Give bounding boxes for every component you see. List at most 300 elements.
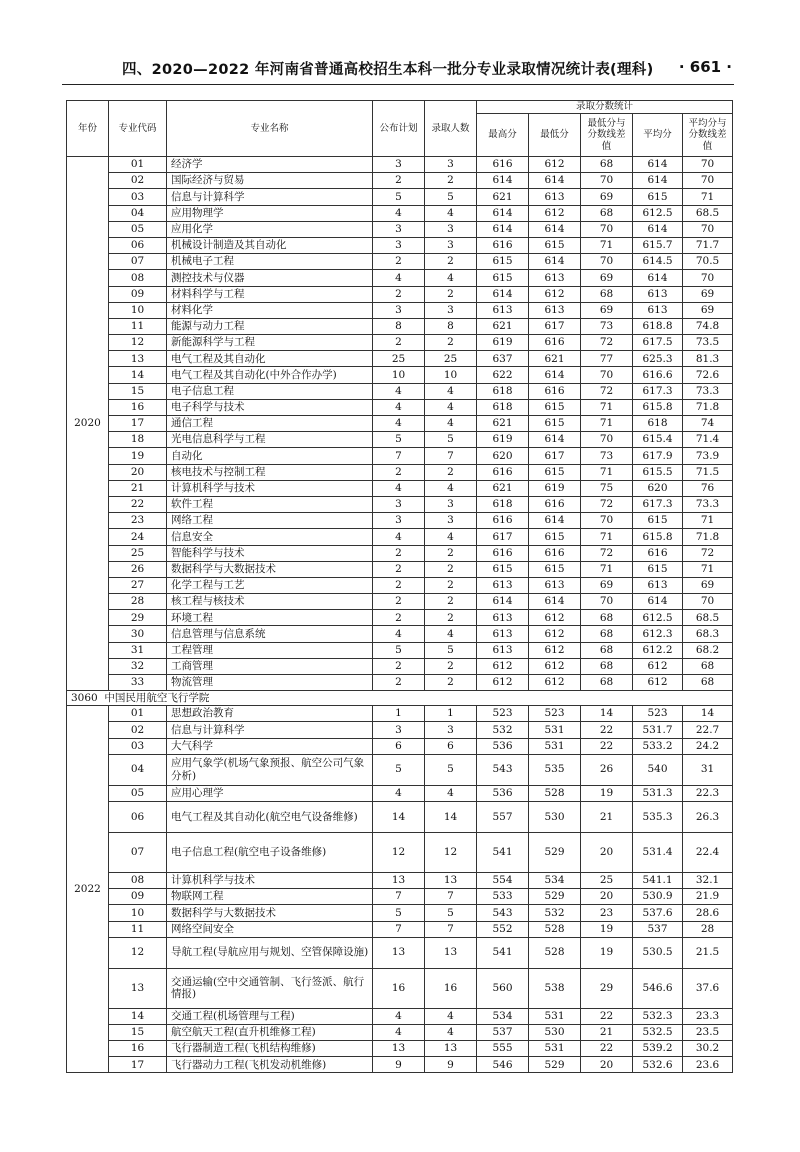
cell-avg: 612.5 bbox=[633, 610, 683, 626]
table-row bbox=[67, 1008, 733, 1024]
cell-plan: 13 bbox=[373, 1041, 425, 1057]
cell-plan: 3 bbox=[373, 722, 425, 738]
table-row bbox=[67, 513, 733, 529]
cell-min-diff: 72 bbox=[581, 496, 633, 512]
cell-avg: 530.5 bbox=[633, 937, 683, 968]
cell-avg-diff: 68.2 bbox=[683, 642, 733, 658]
cell-name: 计算机科学与技术 bbox=[167, 480, 373, 496]
cell-name: 应用气象学(机场气象预报、航空公司气象分析) bbox=[167, 754, 373, 785]
cell-avg-diff: 23.6 bbox=[683, 1057, 733, 1073]
cell-code: 29 bbox=[109, 610, 167, 626]
cell-admitted: 5 bbox=[425, 754, 477, 785]
table-row bbox=[67, 921, 733, 937]
cell-min-diff: 68 bbox=[581, 610, 633, 626]
cell-plan: 2 bbox=[373, 675, 425, 691]
cell-name: 网络工程 bbox=[167, 513, 373, 529]
cell-min-diff: 68 bbox=[581, 675, 633, 691]
cell-avg: 614 bbox=[633, 270, 683, 286]
cell-max: 557 bbox=[477, 801, 529, 832]
cell-admitted: 3 bbox=[425, 237, 477, 253]
cell-avg-diff: 24.2 bbox=[683, 738, 733, 754]
cell-admitted: 5 bbox=[425, 905, 477, 921]
cell-min: 534 bbox=[529, 872, 581, 888]
cell-max: 541 bbox=[477, 937, 529, 968]
cell-max: 621 bbox=[477, 416, 529, 432]
cell-plan: 5 bbox=[373, 432, 425, 448]
cell-plan: 2 bbox=[373, 610, 425, 626]
cell-avg: 531.3 bbox=[633, 785, 683, 801]
cell-min: 612 bbox=[529, 286, 581, 302]
cell-avg-diff: 69 bbox=[683, 577, 733, 593]
cell-min: 612 bbox=[529, 205, 581, 221]
cell-admitted: 16 bbox=[425, 968, 477, 1008]
cell-min-diff: 71 bbox=[581, 464, 633, 480]
cell-avg-diff: 22.7 bbox=[683, 722, 733, 738]
cell-min-diff: 22 bbox=[581, 1041, 633, 1057]
cell-min-diff: 77 bbox=[581, 351, 633, 367]
cell-code: 08 bbox=[109, 872, 167, 888]
cell-name: 物流管理 bbox=[167, 675, 373, 691]
cell-plan: 3 bbox=[373, 221, 425, 237]
cell-avg-diff: 70 bbox=[683, 173, 733, 189]
cell-max: 613 bbox=[477, 302, 529, 318]
cell-max: 618 bbox=[477, 399, 529, 415]
table-row bbox=[67, 270, 733, 286]
col-header-stats-group: 录取分数统计 bbox=[477, 101, 733, 114]
cell-min: 529 bbox=[529, 832, 581, 872]
cell-plan: 1 bbox=[373, 706, 425, 722]
cell-min-diff: 71 bbox=[581, 416, 633, 432]
cell-max: 536 bbox=[477, 738, 529, 754]
cell-avg-diff: 74 bbox=[683, 416, 733, 432]
cell-admitted: 12 bbox=[425, 832, 477, 872]
cell-avg: 531.4 bbox=[633, 832, 683, 872]
cell-min: 523 bbox=[529, 706, 581, 722]
cell-name: 化学工程与工艺 bbox=[167, 577, 373, 593]
cell-avg-diff: 73.5 bbox=[683, 335, 733, 351]
table-row bbox=[67, 561, 733, 577]
table-row bbox=[67, 432, 733, 448]
page-number: · 661 · bbox=[678, 58, 732, 76]
cell-min-diff: 19 bbox=[581, 921, 633, 937]
cell-avg: 620 bbox=[633, 480, 683, 496]
cell-min: 530 bbox=[529, 1024, 581, 1040]
cell-code: 05 bbox=[109, 785, 167, 801]
table-row bbox=[67, 351, 733, 367]
cell-name: 交通运输(空中交通管制、飞行签派、航行情报) bbox=[167, 968, 373, 1008]
table-row bbox=[67, 173, 733, 189]
cell-avg: 612 bbox=[633, 658, 683, 674]
cell-max: 620 bbox=[477, 448, 529, 464]
cell-min-diff: 68 bbox=[581, 642, 633, 658]
cell-name: 国际经济与贸易 bbox=[167, 173, 373, 189]
cell-min-diff: 69 bbox=[581, 577, 633, 593]
col-header-max: 最高分 bbox=[477, 114, 529, 157]
cell-min-diff: 70 bbox=[581, 594, 633, 610]
cell-code: 17 bbox=[109, 1057, 167, 1073]
cell-avg: 615.8 bbox=[633, 399, 683, 415]
cell-min: 531 bbox=[529, 1008, 581, 1024]
cell-plan: 6 bbox=[373, 738, 425, 754]
cell-name: 电子信息工程(航空电子设备维修) bbox=[167, 832, 373, 872]
cell-plan: 10 bbox=[373, 367, 425, 383]
cell-code: 32 bbox=[109, 658, 167, 674]
cell-max: 616 bbox=[477, 545, 529, 561]
cell-max: 621 bbox=[477, 318, 529, 334]
cell-avg-diff: 28 bbox=[683, 921, 733, 937]
cell-min-diff: 71 bbox=[581, 237, 633, 253]
cell-admitted: 3 bbox=[425, 302, 477, 318]
cell-name: 交通工程(机场管理与工程) bbox=[167, 1008, 373, 1024]
cell-admitted: 3 bbox=[425, 722, 477, 738]
cell-min-diff: 68 bbox=[581, 205, 633, 221]
table-row bbox=[67, 399, 733, 415]
cell-avg: 614 bbox=[633, 173, 683, 189]
cell-name: 导航工程(导航应用与规划、空管保障设施) bbox=[167, 937, 373, 968]
cell-name: 智能科学与技术 bbox=[167, 545, 373, 561]
cell-code: 13 bbox=[109, 351, 167, 367]
cell-code: 26 bbox=[109, 561, 167, 577]
col-header-admitted: 录取人数 bbox=[425, 101, 477, 157]
table-row bbox=[67, 937, 733, 968]
cell-name: 机械设计制造及其自动化 bbox=[167, 237, 373, 253]
cell-name: 应用心理学 bbox=[167, 785, 373, 801]
cell-avg-diff: 70 bbox=[683, 594, 733, 610]
cell-admitted: 2 bbox=[425, 658, 477, 674]
cell-plan: 14 bbox=[373, 801, 425, 832]
cell-min-diff: 70 bbox=[581, 173, 633, 189]
cell-admitted: 13 bbox=[425, 1041, 477, 1057]
year-cell: 2022 bbox=[67, 706, 109, 1073]
cell-code: 09 bbox=[109, 889, 167, 905]
cell-min: 617 bbox=[529, 448, 581, 464]
cell-min: 616 bbox=[529, 545, 581, 561]
cell-avg: 617.3 bbox=[633, 496, 683, 512]
cell-plan: 2 bbox=[373, 545, 425, 561]
cell-max: 534 bbox=[477, 1008, 529, 1024]
cell-name: 软件工程 bbox=[167, 496, 373, 512]
cell-plan: 3 bbox=[373, 513, 425, 529]
cell-avg: 612.2 bbox=[633, 642, 683, 658]
cell-code: 33 bbox=[109, 675, 167, 691]
table-row bbox=[67, 889, 733, 905]
cell-avg-diff: 73.9 bbox=[683, 448, 733, 464]
cell-max: 554 bbox=[477, 872, 529, 888]
cell-avg: 523 bbox=[633, 706, 683, 722]
cell-min-diff: 75 bbox=[581, 480, 633, 496]
cell-avg: 617.3 bbox=[633, 383, 683, 399]
cell-plan: 4 bbox=[373, 785, 425, 801]
cell-name: 经济学 bbox=[167, 157, 373, 173]
cell-avg: 537 bbox=[633, 921, 683, 937]
table-row bbox=[67, 545, 733, 561]
cell-admitted: 4 bbox=[425, 785, 477, 801]
cell-code: 14 bbox=[109, 1008, 167, 1024]
cell-code: 01 bbox=[109, 157, 167, 173]
cell-min-diff: 72 bbox=[581, 545, 633, 561]
cell-min: 538 bbox=[529, 968, 581, 1008]
table-row bbox=[67, 658, 733, 674]
cell-min-diff: 68 bbox=[581, 157, 633, 173]
cell-max: 619 bbox=[477, 432, 529, 448]
cell-admitted: 10 bbox=[425, 367, 477, 383]
cell-avg-diff: 74.8 bbox=[683, 318, 733, 334]
cell-max: 613 bbox=[477, 577, 529, 593]
cell-name: 信息管理与信息系统 bbox=[167, 626, 373, 642]
cell-name: 大气科学 bbox=[167, 738, 373, 754]
cell-code: 15 bbox=[109, 1024, 167, 1040]
cell-min-diff: 26 bbox=[581, 754, 633, 785]
cell-min: 613 bbox=[529, 302, 581, 318]
cell-code: 15 bbox=[109, 383, 167, 399]
cell-max: 617 bbox=[477, 529, 529, 545]
cell-min: 614 bbox=[529, 594, 581, 610]
cell-plan: 7 bbox=[373, 448, 425, 464]
cell-admitted: 2 bbox=[425, 254, 477, 270]
cell-avg-diff: 30.2 bbox=[683, 1041, 733, 1057]
cell-min: 531 bbox=[529, 722, 581, 738]
cell-name: 电子信息工程 bbox=[167, 383, 373, 399]
cell-avg: 531.7 bbox=[633, 722, 683, 738]
header-rule bbox=[62, 84, 734, 85]
cell-admitted: 2 bbox=[425, 594, 477, 610]
cell-min-diff: 69 bbox=[581, 189, 633, 205]
cell-min: 529 bbox=[529, 889, 581, 905]
cell-admitted: 7 bbox=[425, 921, 477, 937]
cell-avg: 533.2 bbox=[633, 738, 683, 754]
cell-code: 06 bbox=[109, 801, 167, 832]
cell-avg-diff: 71.8 bbox=[683, 399, 733, 415]
cell-min-diff: 72 bbox=[581, 335, 633, 351]
cell-admitted: 2 bbox=[425, 675, 477, 691]
cell-code: 21 bbox=[109, 480, 167, 496]
cell-plan: 4 bbox=[373, 270, 425, 286]
cell-avg-diff: 70 bbox=[683, 157, 733, 173]
cell-admitted: 7 bbox=[425, 448, 477, 464]
cell-min: 616 bbox=[529, 335, 581, 351]
cell-code: 30 bbox=[109, 626, 167, 642]
cell-min: 619 bbox=[529, 480, 581, 496]
institution-code: 3060 bbox=[71, 691, 98, 704]
cell-name: 应用物理学 bbox=[167, 205, 373, 221]
cell-plan: 2 bbox=[373, 173, 425, 189]
cell-avg: 537.6 bbox=[633, 905, 683, 921]
cell-min: 615 bbox=[529, 399, 581, 415]
cell-name: 核工程与核技术 bbox=[167, 594, 373, 610]
cell-min: 615 bbox=[529, 529, 581, 545]
cell-name: 电气工程及其自动化 bbox=[167, 351, 373, 367]
cell-plan: 3 bbox=[373, 157, 425, 173]
cell-avg: 618.8 bbox=[633, 318, 683, 334]
cell-admitted: 8 bbox=[425, 318, 477, 334]
cell-min: 528 bbox=[529, 921, 581, 937]
cell-plan: 4 bbox=[373, 205, 425, 221]
table-row bbox=[67, 577, 733, 593]
cell-max: 616 bbox=[477, 237, 529, 253]
table-row bbox=[67, 383, 733, 399]
cell-min: 615 bbox=[529, 464, 581, 480]
cell-avg: 614.5 bbox=[633, 254, 683, 270]
table-row bbox=[67, 754, 733, 785]
cell-name: 信息与计算科学 bbox=[167, 722, 373, 738]
cell-max: 612 bbox=[477, 658, 529, 674]
cell-min-diff: 20 bbox=[581, 1057, 633, 1073]
cell-max: 543 bbox=[477, 905, 529, 921]
table-row bbox=[67, 367, 733, 383]
cell-admitted: 9 bbox=[425, 1057, 477, 1073]
cell-max: 523 bbox=[477, 706, 529, 722]
cell-avg: 613 bbox=[633, 302, 683, 318]
cell-admitted: 13 bbox=[425, 937, 477, 968]
cell-avg-diff: 22.3 bbox=[683, 785, 733, 801]
cell-min: 617 bbox=[529, 318, 581, 334]
cell-admitted: 4 bbox=[425, 270, 477, 286]
cell-admitted: 1 bbox=[425, 706, 477, 722]
cell-name: 工商管理 bbox=[167, 658, 373, 674]
cell-code: 18 bbox=[109, 432, 167, 448]
cell-code: 05 bbox=[109, 221, 167, 237]
table-row bbox=[67, 1057, 733, 1073]
cell-name: 航空航天工程(直升机维修工程) bbox=[167, 1024, 373, 1040]
cell-avg-diff: 71 bbox=[683, 189, 733, 205]
table-row bbox=[67, 318, 733, 334]
cell-plan: 2 bbox=[373, 335, 425, 351]
cell-min: 528 bbox=[529, 937, 581, 968]
cell-admitted: 2 bbox=[425, 335, 477, 351]
cell-min: 621 bbox=[529, 351, 581, 367]
cell-min: 528 bbox=[529, 785, 581, 801]
cell-plan: 4 bbox=[373, 529, 425, 545]
cell-max: 616 bbox=[477, 464, 529, 480]
cell-avg: 615 bbox=[633, 561, 683, 577]
cell-avg: 539.2 bbox=[633, 1041, 683, 1057]
cell-min: 612 bbox=[529, 626, 581, 642]
cell-avg: 615 bbox=[633, 189, 683, 205]
cell-avg: 612.3 bbox=[633, 626, 683, 642]
cell-name: 网络空间安全 bbox=[167, 921, 373, 937]
cell-plan: 5 bbox=[373, 189, 425, 205]
cell-min-diff: 71 bbox=[581, 399, 633, 415]
cell-max: 621 bbox=[477, 480, 529, 496]
cell-code: 07 bbox=[109, 254, 167, 270]
cell-avg: 530.9 bbox=[633, 889, 683, 905]
cell-code: 28 bbox=[109, 594, 167, 610]
table-row bbox=[67, 706, 733, 722]
cell-plan: 2 bbox=[373, 464, 425, 480]
table-row bbox=[67, 189, 733, 205]
cell-admitted: 3 bbox=[425, 221, 477, 237]
cell-min: 614 bbox=[529, 432, 581, 448]
admission-table bbox=[66, 100, 733, 1073]
table-row bbox=[67, 529, 733, 545]
cell-name: 机械电子工程 bbox=[167, 254, 373, 270]
cell-code: 10 bbox=[109, 302, 167, 318]
cell-min: 614 bbox=[529, 513, 581, 529]
cell-avg: 615 bbox=[633, 513, 683, 529]
year-cell: 2020 bbox=[67, 157, 109, 691]
cell-plan: 4 bbox=[373, 1008, 425, 1024]
cell-max: 618 bbox=[477, 496, 529, 512]
table-row bbox=[67, 496, 733, 512]
cell-min-diff: 22 bbox=[581, 738, 633, 754]
cell-admitted: 25 bbox=[425, 351, 477, 367]
cell-code: 12 bbox=[109, 937, 167, 968]
cell-max: 616 bbox=[477, 513, 529, 529]
cell-min-diff: 70 bbox=[581, 367, 633, 383]
cell-min: 614 bbox=[529, 367, 581, 383]
cell-avg-diff: 68.3 bbox=[683, 626, 733, 642]
cell-max: 614 bbox=[477, 594, 529, 610]
cell-admitted: 2 bbox=[425, 173, 477, 189]
cell-avg-diff: 71.4 bbox=[683, 432, 733, 448]
cell-admitted: 2 bbox=[425, 545, 477, 561]
cell-name: 测控技术与仪器 bbox=[167, 270, 373, 286]
cell-plan: 4 bbox=[373, 480, 425, 496]
cell-code: 23 bbox=[109, 513, 167, 529]
cell-avg-diff: 72 bbox=[683, 545, 733, 561]
cell-code: 08 bbox=[109, 270, 167, 286]
cell-name: 新能源科学与工程 bbox=[167, 335, 373, 351]
cell-avg-diff: 70.5 bbox=[683, 254, 733, 270]
cell-plan: 7 bbox=[373, 921, 425, 937]
cell-min-diff: 70 bbox=[581, 432, 633, 448]
cell-plan: 2 bbox=[373, 594, 425, 610]
col-header-min: 最低分 bbox=[529, 114, 581, 157]
cell-admitted: 2 bbox=[425, 577, 477, 593]
col-header-avg: 平均分 bbox=[633, 114, 683, 157]
cell-name: 光电信息科学与工程 bbox=[167, 432, 373, 448]
cell-max: 543 bbox=[477, 754, 529, 785]
cell-plan: 5 bbox=[373, 905, 425, 921]
cell-plan: 4 bbox=[373, 383, 425, 399]
cell-avg-diff: 22.4 bbox=[683, 832, 733, 872]
cell-avg-diff: 68 bbox=[683, 658, 733, 674]
cell-avg-diff: 69 bbox=[683, 286, 733, 302]
cell-plan: 4 bbox=[373, 399, 425, 415]
cell-max: 555 bbox=[477, 1041, 529, 1057]
cell-plan: 9 bbox=[373, 1057, 425, 1073]
cell-code: 22 bbox=[109, 496, 167, 512]
cell-name: 电气工程及其自动化(中外合作办学) bbox=[167, 367, 373, 383]
cell-max: 560 bbox=[477, 968, 529, 1008]
cell-min-diff: 71 bbox=[581, 529, 633, 545]
table-row bbox=[67, 594, 733, 610]
cell-min: 612 bbox=[529, 675, 581, 691]
page-title: 四、2020—2022 年河南省普通高校招生本科一批分专业录取情况统计表(理科) bbox=[122, 62, 654, 78]
cell-avg-diff: 70 bbox=[683, 270, 733, 286]
cell-max: 537 bbox=[477, 1024, 529, 1040]
cell-name: 信息安全 bbox=[167, 529, 373, 545]
cell-name: 自动化 bbox=[167, 448, 373, 464]
cell-avg-diff: 68 bbox=[683, 675, 733, 691]
cell-avg-diff: 31 bbox=[683, 754, 733, 785]
cell-min: 612 bbox=[529, 610, 581, 626]
cell-min: 615 bbox=[529, 237, 581, 253]
cell-admitted: 4 bbox=[425, 383, 477, 399]
cell-admitted: 13 bbox=[425, 872, 477, 888]
table-row bbox=[67, 157, 733, 173]
cell-min-diff: 21 bbox=[581, 1024, 633, 1040]
cell-avg-diff: 23.5 bbox=[683, 1024, 733, 1040]
table-row bbox=[67, 722, 733, 738]
cell-min-diff: 70 bbox=[581, 254, 633, 270]
cell-name: 飞行器制造工程(飞机结构维修) bbox=[167, 1041, 373, 1057]
cell-avg: 625.3 bbox=[633, 351, 683, 367]
cell-code: 20 bbox=[109, 464, 167, 480]
cell-plan: 13 bbox=[373, 937, 425, 968]
table-row bbox=[67, 872, 733, 888]
cell-avg: 614 bbox=[633, 157, 683, 173]
